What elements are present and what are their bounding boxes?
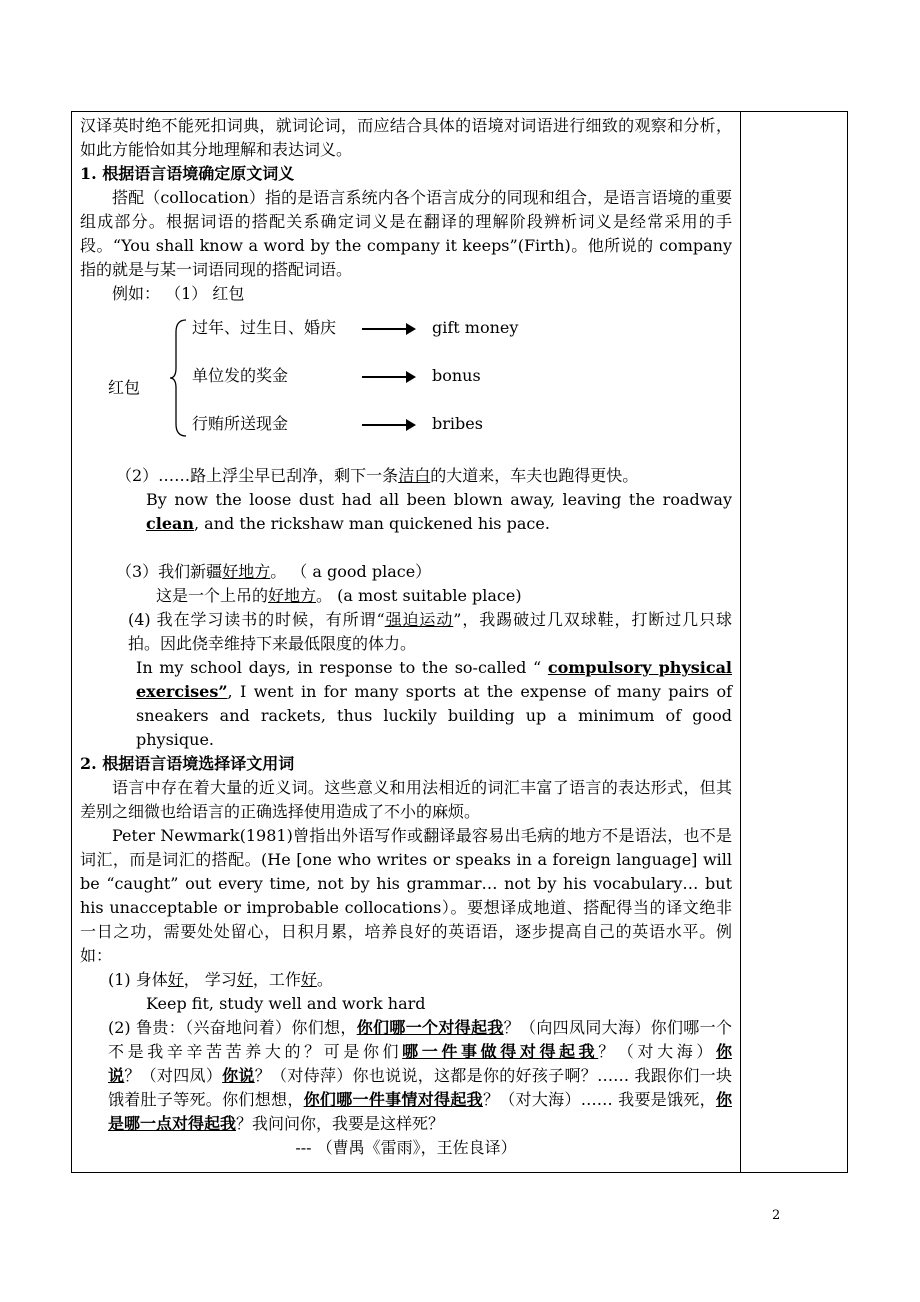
example-2-en: By now the loose dust had all been blown away, leaving the roadway clean, and the rickshaw man quickened his pace. bbox=[146, 490, 732, 533]
column-divider bbox=[740, 112, 741, 1172]
hongbao-item-1-en: gift money bbox=[432, 318, 519, 337]
hongbao-diagram bbox=[80, 312, 732, 464]
s2-example-1-en: Keep fit, study well and work hard bbox=[146, 994, 426, 1013]
example-3-line-2: 这是一个上吊的好地方。 (a most suitable place) bbox=[156, 586, 522, 605]
source-citation: --- （曹禺《雷雨》，王佐良译） bbox=[295, 1138, 517, 1157]
page-number: 2 bbox=[772, 1208, 781, 1223]
hongbao-item-3-en: bribes bbox=[432, 414, 483, 433]
example-2-zh: （2）……路上浮尘早已刮净，剩下一条洁白的大道来，车夫也跑得更快。 bbox=[116, 466, 639, 485]
section-2-paragraph-1: 语言中存在着大量的近义词。这些意义和用法相近的词汇丰富了语言的表达形式，但其差别之细微也给语言的正确选择使用造成了不小的麻烦。 bbox=[80, 778, 732, 821]
s2-example-2: (2) 鲁贵：（兴奋地问着）你们想，你们哪一个对得起我？（向四凤同大海）你们哪一个不是我辛辛苦苦养大的？可是你们哪一件事做得对得起我？（对大海）你说？（对四凤）你说？（对侍萍）你也说说，这都是你的好孩子啊？…… 我跟你们一块饿着肚子等死。你们想想，你们哪一件事情对得起我？（对大海）…… 我要是饿死，你是哪一点对得起我？我问问你，我要是这样死？ bbox=[108, 1018, 732, 1133]
arrow-icon bbox=[362, 424, 414, 426]
hongbao-item-2-en: bonus bbox=[432, 366, 481, 385]
example-3-line-1: （3）我们新疆好地方。 （ a good place） bbox=[116, 562, 432, 581]
brace-icon bbox=[168, 318, 190, 438]
example-intro: 例如： （1） 红包 bbox=[112, 284, 245, 303]
hongbao-item-1-zh: 过年、过生日、婚庆 bbox=[192, 318, 337, 337]
hongbao-item-3-zh: 行贿所送现金 bbox=[192, 414, 289, 433]
intro-paragraph: 汉译英时绝不能死扣词典，就词论词，而应结合具体的语境对词语进行细致的观察和分析，如此方能恰如其分地理解和表达词义。 bbox=[80, 116, 732, 159]
section-1-paragraph: 搭配（collocation）指的是语言系统内各个语言成分的同现和组合，是语言语境的重要组成部分。根据词语的搭配关系确定词义是在翻译的理解阶段辨析词义是经常采用的手段。“You shall know a word by the company it keeps”(Firth)。他所说的 company 指的就是与某一词语同现的搭配词语。 bbox=[80, 188, 732, 279]
section-1-heading: 1. 根据语言语境确定原文词义 bbox=[80, 164, 295, 183]
section-2-heading: 2. 根据语言语境选择译文用词 bbox=[80, 754, 295, 773]
hongbao-item-2-zh: 单位发的奖金 bbox=[192, 366, 289, 385]
s2-example-1: (1) 身体好， 学习好，工作好。 bbox=[108, 970, 333, 989]
arrow-icon bbox=[362, 376, 414, 378]
content-table bbox=[71, 111, 848, 1173]
main-cell bbox=[80, 114, 732, 1160]
hongbao-root: 红包 bbox=[108, 378, 141, 397]
section-2-paragraph-2: Peter Newmark(1981)曾指出外语写作或翻译最容易出毛病的地方不是语法，也不是词汇，而是词汇的搭配。(He [one who writes or speaks in a foreign language] will be “caught” out every time, not by his grammar… not by his vocabulary… but his unacceptable or improbable collocations）。要想译成地道、搭配得当的译文绝非一日之功，需要处处留心，日积月累，培养良好的英语语，逐步提高自己的英语水平。例如： bbox=[80, 826, 732, 965]
example-4-en: In my school days, in response to the so-called “ compulsory physical exercises”, I went in for many sports at the expense of many pairs of sneakers and rackets, thus luckily building up a minimum of good physique. bbox=[136, 658, 733, 749]
arrow-icon bbox=[362, 328, 414, 330]
example-4-zh: (4) 我在学习读书的时候，有所谓“强迫运动”，我踢破过几双球鞋，打断过几只球拍。因此侥幸维持下来最低限度的体力。 bbox=[128, 610, 732, 653]
